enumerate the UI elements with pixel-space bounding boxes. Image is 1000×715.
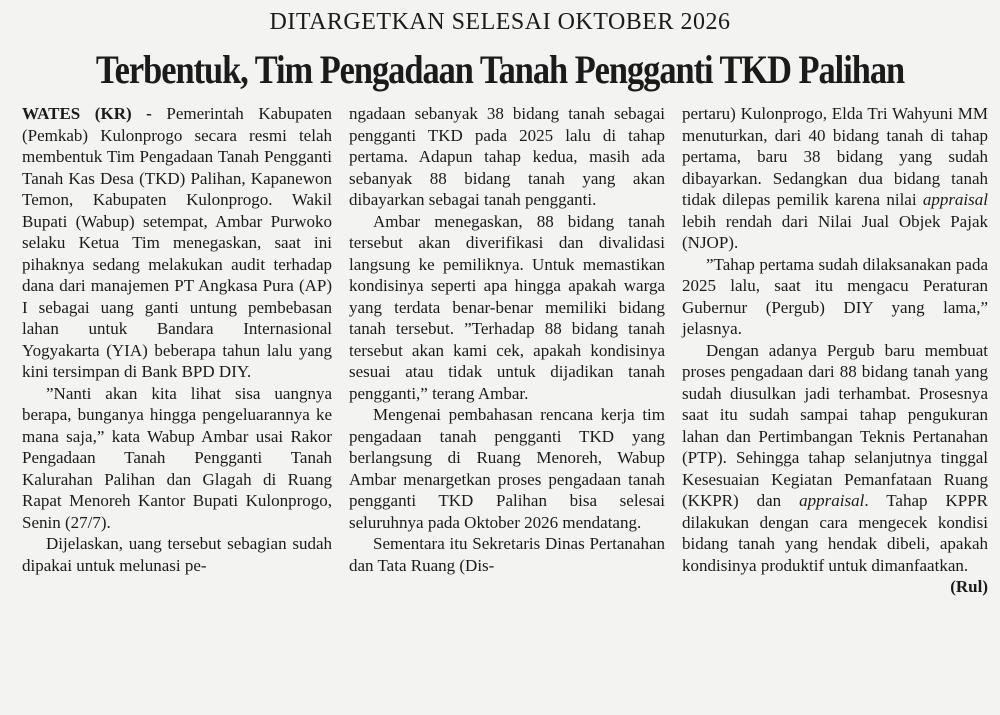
article-column-1 (22, 103, 332, 576)
paragraph: Sementara itu Sekretaris Dinas Pertanahan dan Tata Ruang (Dis- (349, 534, 665, 575)
paragraph-text: Pemerintah Kabupaten (Pemkab) Kulonprogo secara resmi telah membentuk Tim Pengadaan Tanah Pengganti Tanah Kas Desa (TKD) Palihan, Kapanewon Temon, Kabupaten Kulonprogo. Wakil Bupati (Wabup) setempat, Ambar Purwoko selaku Ketua Tim menegaskan, saat ini pihaknya sedang melakukan audit terhadap dana dari manajemen PT Angkasa Pura (AP) I sebagai uang ganti untung pembebasan lahan untuk Bandara Internasional Yogyakarta (YIA) beberapa tahun lalu yang kini tersimpan di Bank BPD DIY. (22, 104, 332, 381)
emphasis-appraisal: appraisal (799, 491, 865, 510)
article-kicker: DITARGETKAN SELESAI OKTOBER 2026 (269, 9, 731, 35)
paragraph-text: lebih rendah dari Nilai Jual Objek Pajak (NJOP). (682, 211, 988, 252)
paragraph-text: . Tahap KPPR dilakukan dengan cara mengecek kondisi bidang tanah yang hendak dibeli, apakah kondisinya produktif untuk dimanfaatkan. (682, 491, 988, 575)
author-credit: (Rul) (950, 577, 988, 596)
article-column-3 (682, 103, 988, 598)
emphasis-appraisal: appraisal (922, 190, 988, 209)
paragraph: ”Nanti akan kita lihat sisa uangnya berapa, bunganya hingga pengeluarannya ke mana saja,” kata Wabup Ambar usai Rakor Pengadaan Tanah Pengganti Tanah Kalurahan Palihan dan Glagah di Ruang Rapat Menoreh Kantor Bupati Kulonprogo, Senin (27/7). (22, 383, 332, 532)
paragraph (22, 103, 332, 383)
paragraph: ”Tahap pertama sudah dilaksanakan pada 2025 lalu, saat itu mengacu Peraturan Gubernur (Pergub) DIY yang lama,” jelasnya. (682, 254, 988, 338)
dateline: WATES (KR) - (22, 104, 152, 123)
paragraph-text: Dengan adanya Pergub baru membuat proses pengadaan dari 88 bidang tanah yang sudah diusulkan jadi terhambat. Prosesnya saat itu sudah sampai tahap pengukuran lahan dan Pertimbangan Teknis Pertanahan (PTP). Sehingga tahap selanjutnya tinggal Kesesuaian Kegiatan Pemanfataan Ruang (KKPR) dan (682, 340, 988, 510)
article-headline: Terbentuk, Tim Pengadaan Tanah Pengganti TKD Palihan (95, 47, 905, 92)
paragraph: ngadaan sebanyak 38 bidang tanah sebagai pengganti TKD pada 2025 lalu di tahap pertama. Adapun tahap kedua, masih ada sebanyak 88 bidang tanah yang akan dibayarkan sebagai tanah pengganti. (349, 104, 665, 209)
paragraph: Mengenai pembahasan rencana kerja tim pengadaan tanah pengganti TKD yang berlangsung di Ruang Menoreh, Wabup Ambar menargetkan proses pengadaan tanah pengganti TKD Palihan bisa selesai seluruhnya pada Oktober 2026 mendatang. (349, 405, 665, 532)
paragraph: Ambar menegaskan, 88 bidang tanah tersebut akan diverifikasi dan divalidasi langsung ke pemiliknya. Untuk memastikan kondisinya seperti apa hingga apakah warga yang terdata benar-benar memiliki bidang tanah tersebut. ”Terhadap 88 bidang tanah tersebut akan kami cek, apakah kondisinya sesuai atau tidak untuk dijadikan tanah pengganti,” terang Ambar. (349, 211, 665, 403)
article-column-2 (349, 103, 665, 576)
paragraph (682, 103, 988, 254)
paragraph-text: pertaru) Kulonprogo, Elda Tri Wahyuni MM menuturkan, dari 40 bidang tanah di tahap pertama, baru 38 bidang yang sudah dibayarkan. Sedangkan dua bidang tanah tidak dilepas pemilik karena nilai (682, 104, 988, 209)
paragraph (682, 340, 988, 596)
paragraph: Dijelaskan, uang tersebut sebagian sudah dipakai untuk melunasi pe- (22, 534, 332, 575)
